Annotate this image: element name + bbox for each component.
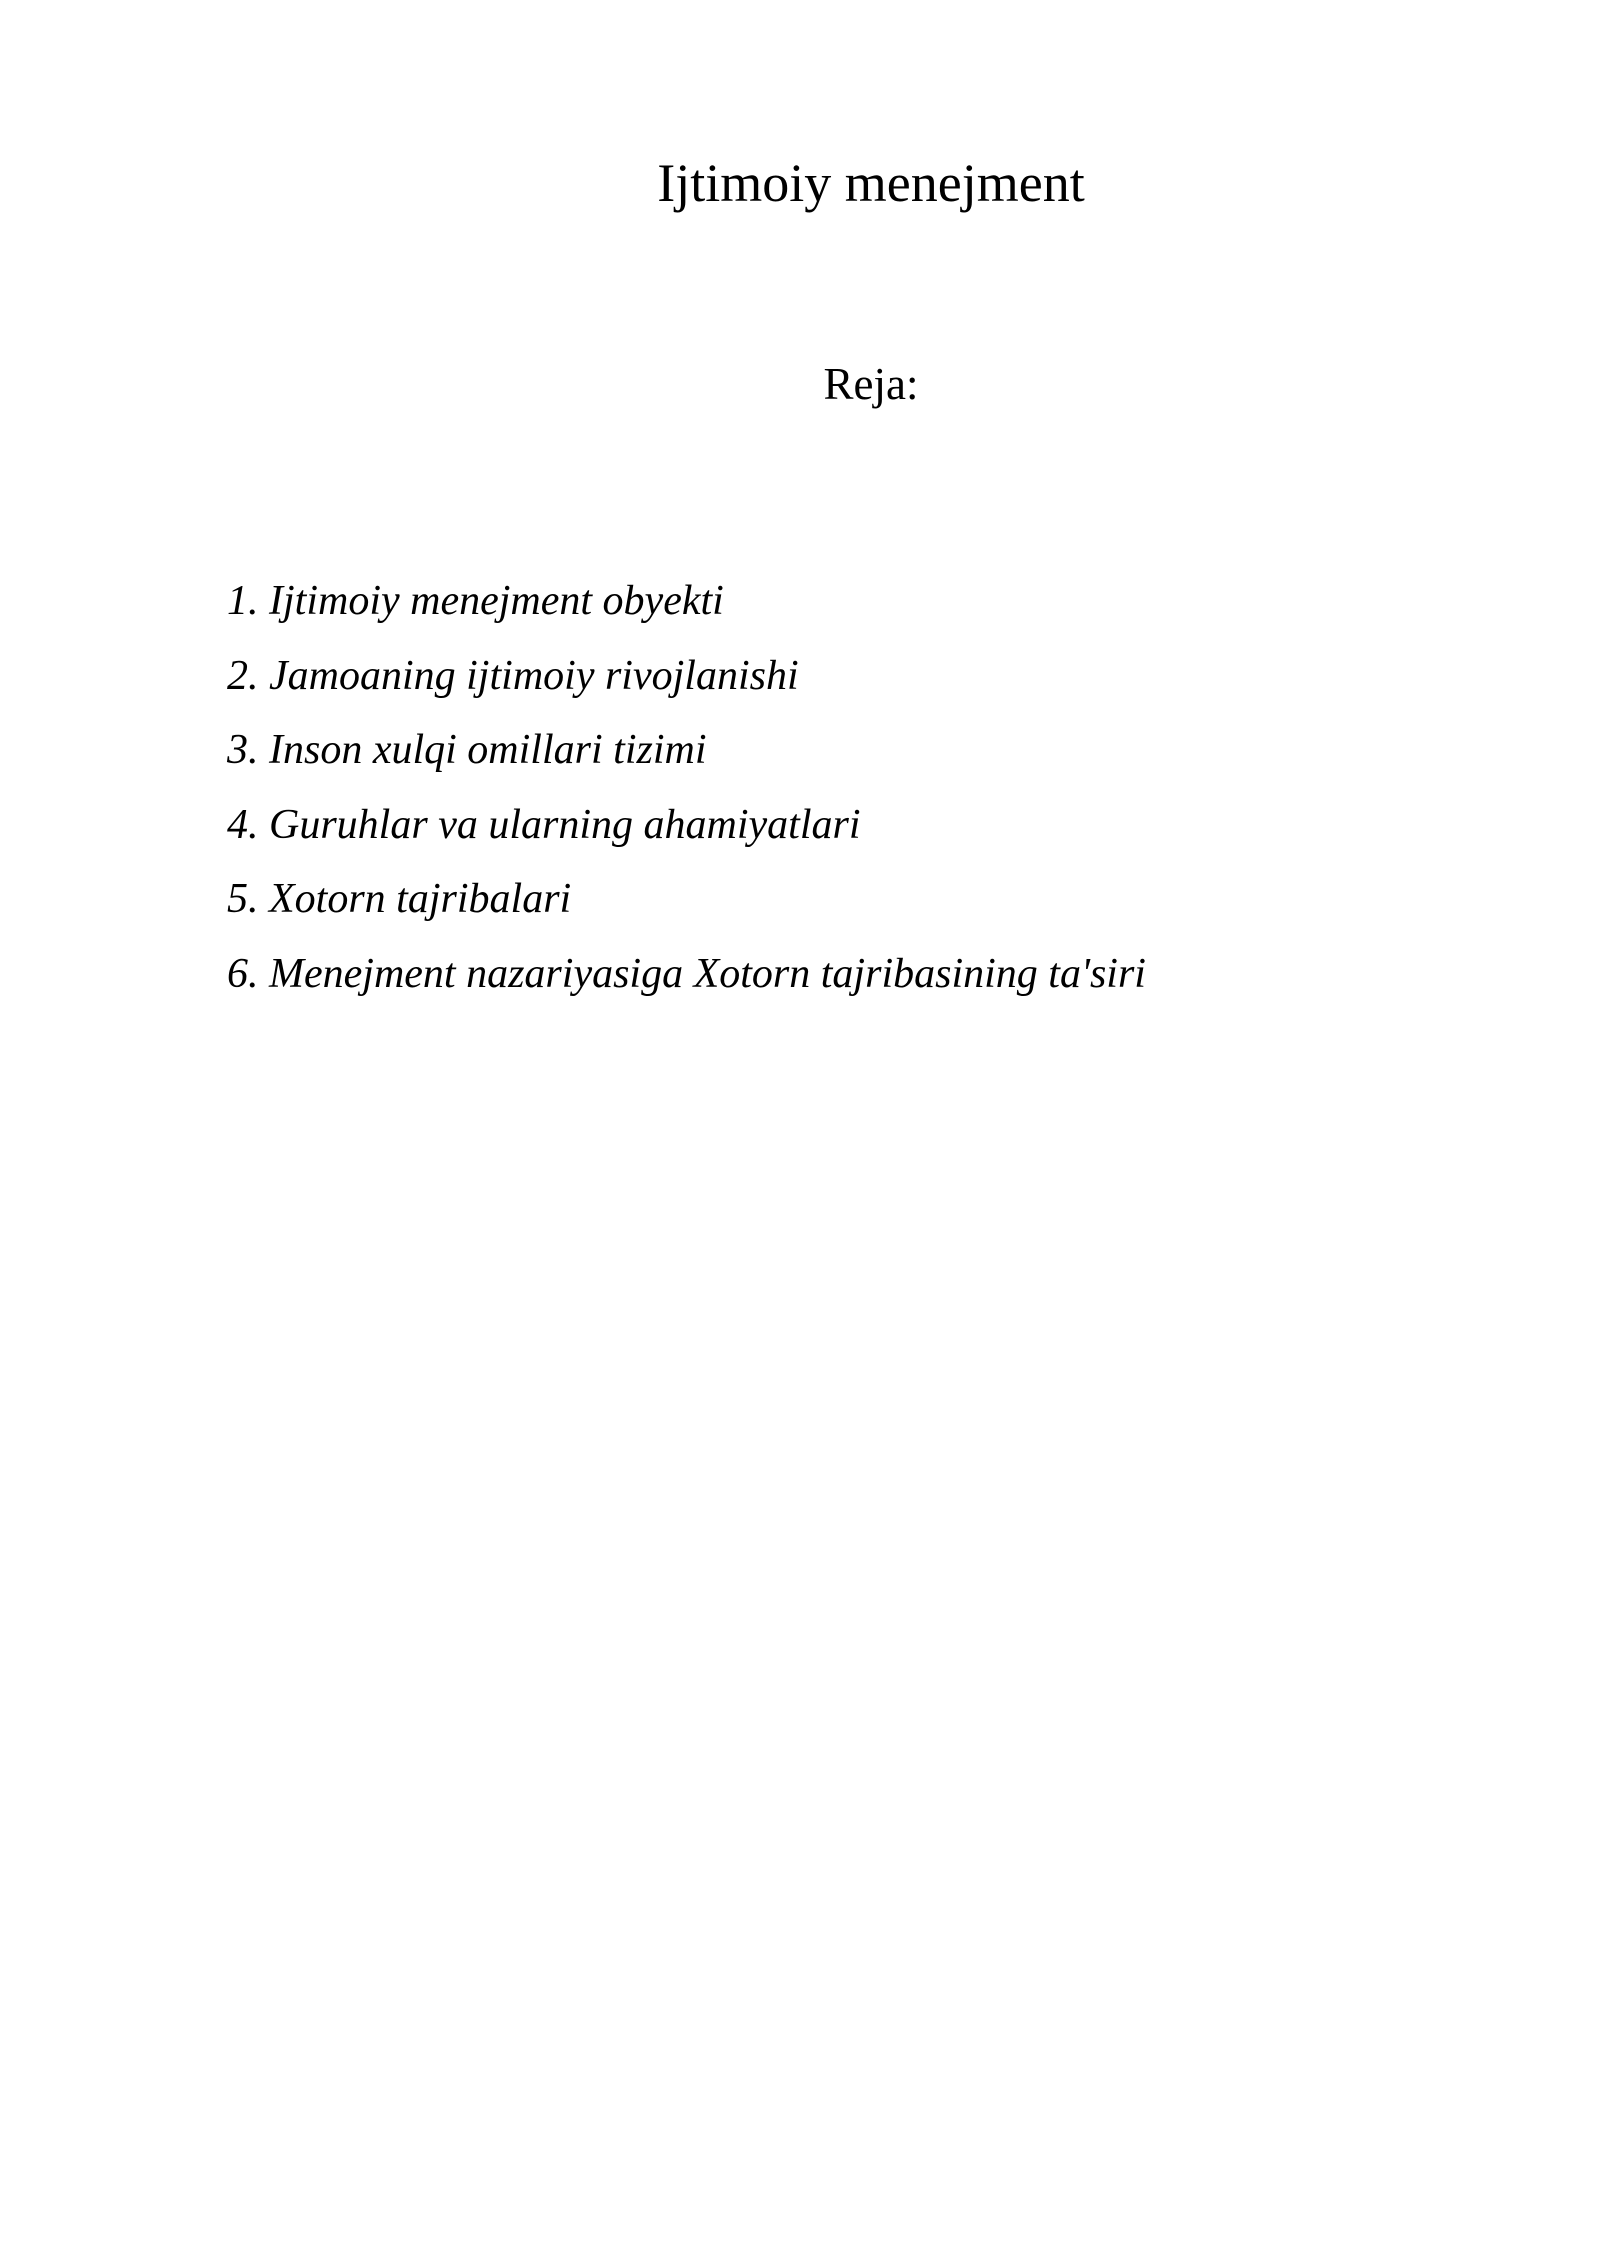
list-item — [227, 639, 1146, 714]
list-item-text: Menejment nazariyasiga Xotorn tajribasining ta'siri — [269, 950, 1146, 997]
list-item — [227, 788, 1146, 863]
list-item-text: Inson xulqi omillari tizimi — [269, 727, 707, 774]
list-item — [227, 937, 1146, 1012]
list-item-number: 6. — [227, 950, 259, 997]
list-item-number: 4. — [227, 801, 259, 848]
list-item-text: Guruhlar va ularning ahamiyatlari — [269, 801, 861, 848]
plan-heading: Reja: — [823, 359, 919, 409]
list-item — [227, 564, 1146, 639]
list-item-number: 3. — [227, 727, 259, 774]
list-item — [227, 713, 1146, 788]
plan-list — [227, 564, 1146, 1012]
document-title: Ijtimoiy menejment — [657, 153, 1085, 213]
list-item-text: Xotorn tajribalari — [269, 876, 572, 923]
list-item-number: 1. — [227, 578, 259, 624]
list-item-number: 5. — [227, 876, 259, 923]
list-item — [227, 862, 1146, 937]
list-item-text: Jamoaning ijtimoiy rivojlanishi — [269, 652, 799, 699]
list-item-text: Ijtimoiy menejment obyekti — [269, 578, 724, 624]
list-item-number: 2. — [227, 652, 259, 699]
